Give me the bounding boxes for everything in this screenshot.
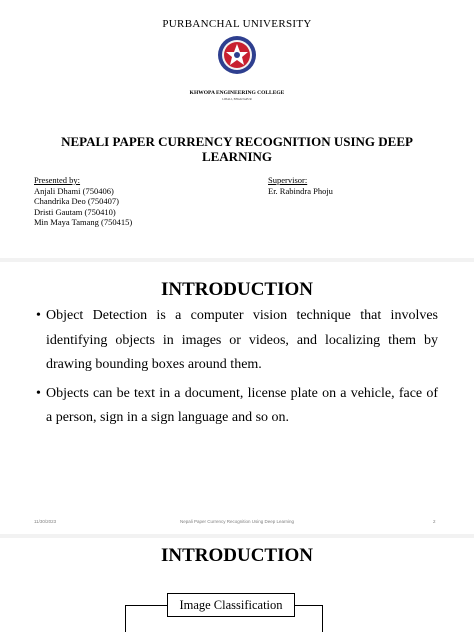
presenter-item: Anjali Dhami (750406): [34, 185, 114, 196]
presenters-block: [34, 175, 132, 228]
bullet-icon: •: [36, 308, 41, 323]
introduction-slide: [0, 262, 474, 534]
presented-by-label: Presented by:: [34, 175, 81, 185]
college-name: KHWOPA ENGINEERING COLLEGE: [189, 90, 285, 96]
presenter-item: Min Maya Tamang (750415): [34, 217, 133, 227]
bullet-text: Objects can be text in a document, license plate on a vehicle, face of a person, sign in a sign language and so on.: [46, 385, 438, 425]
connector-line: [322, 605, 323, 632]
footer-title: Nepali Paper Currency Recognition Using Deep Learning: [179, 519, 295, 524]
introduction-diagram-slide: [0, 538, 474, 632]
connector-line: [125, 605, 167, 606]
diagram-box: Image Classification: [167, 593, 295, 617]
bullet-list: [36, 304, 438, 435]
connector-line: [125, 605, 126, 632]
bullet-icon: •: [36, 385, 41, 401]
project-title: NEPALI PAPER CURRENCY RECOGNITION USING DEEP LEARNING: [61, 134, 413, 164]
presenter-item: Dristi Gautam (750410): [34, 206, 116, 217]
slide-heading: INTRODUCTION: [160, 545, 314, 566]
list-item: [36, 382, 438, 431]
presenter-item: Chandrika Deo (750407): [34, 196, 119, 206]
list-item: [36, 304, 438, 378]
connector-line: [295, 605, 323, 606]
supervisor-name: Er. Rabindra Phoju: [268, 185, 333, 196]
footer-date: 11/30/2023: [34, 519, 57, 524]
supervisor-block: [268, 175, 333, 196]
supervisor-label: Supervisor:: [268, 175, 308, 185]
college-location: LIBALI, BHAKTAPUR: [222, 97, 252, 101]
title-slide: [0, 0, 474, 258]
university-name: PURBANCHAL UNIVERSITY: [162, 18, 312, 30]
bullet-text: Object Detection is a computer vision technique that involves identifying objects in images or videos, and localizing them by drawing bounding boxes around them.: [46, 308, 438, 372]
university-logo-icon: [217, 35, 257, 75]
page-number: 2: [433, 519, 436, 524]
slide-heading: INTRODUCTION: [160, 279, 314, 300]
